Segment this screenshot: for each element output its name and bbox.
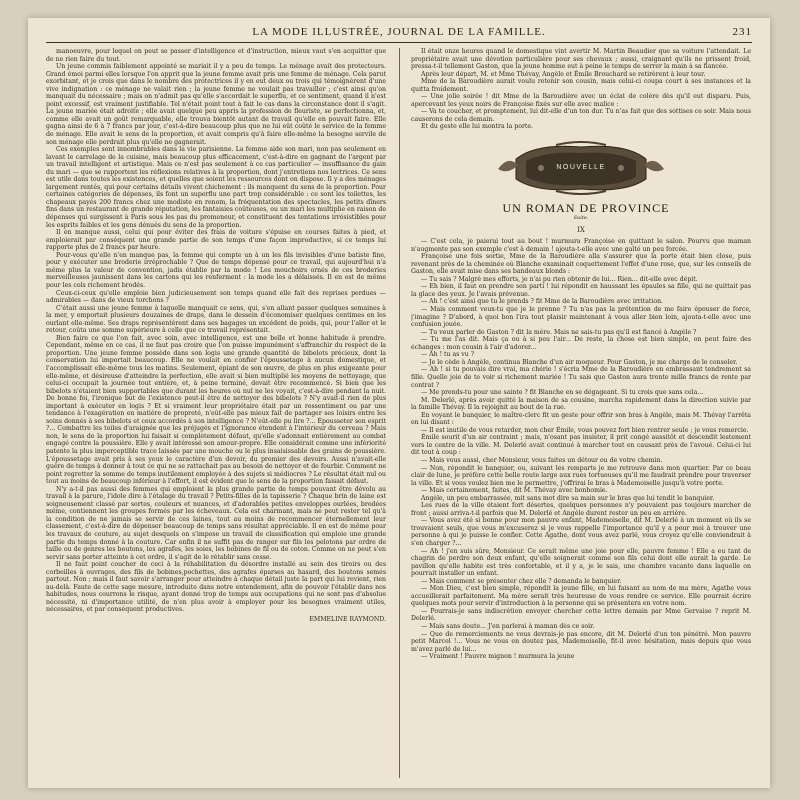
paragraph: — Mais comment se présenter chez elle ? demanda le banquier. [421,577,622,585]
paragraph: Il était onze heures quand le domestique vint avertir M. Martin Beaudier que sa voiture l'attendait. Le propriétaire avait une dévotion particulière pour ses chevaux ; aussi, craignant qu'ils ne prissent froid, pressa-t-il tellement Gaston, que la jeune homme eut à peine le temps de serrer la main à sa fiancée. [411,48,751,71]
paragraph: manoeuvre, pour lequel on peut se passer d'intelligence et d'instruction, mieux vaut s'en acquitter que de ne rien faire du tout. [46,48,386,63]
paragraph: Émile sourit d'un air contraint ; mais, n'osant pas insister, il prit congé aussitôt et descendit lestement vers le centre de la ville. M. Delerlé avait continué à marcher tout en causant près de l'avoué. Celui-ci lui dit tout à coup : [411,434,751,457]
paragraph: Ces exemples sont innombrables dans la vie parisienne. La femme aide son mari, non pas seulement en lavant le carrelage de la cuisine, mais beaucoup plus efficacement, c'est-à-dire en gagnant de l'argent par un travail intelligent et artistique. Mais ce n'est pas seulement à ce cas particulier — insuffisance du gain du mari — que se rapportent les réflexions relatives à la proportion, dont j'entretiens nos lectrices. Ce sens est utile dans toutes les existences, et quelles que soient les ressources dont on dispose. Il y a des ménages largement rentés, qui pour certains détails vivent chichement : ils manquent du sens de la proportion. Pour certaines catégories de dépenses, ils font un superflu une part trop considérable : ce sont les toilettes, les chapeaux payés 200 francs chez une modiste en renom, la fréquentation des spectacles, les petits dîners fins dans un restaurant de grande réputation, les fantaisies coûteuses, ou un mari les multiplie en raison de dépenses qui surgissent à Paris sous les pas du promeneur, et constituent des tentations irrésistibles pour les esprits faibles et les gens dénués du sens de la proportion. [46,146,386,229]
paragraph: — Tu veux parler de Gaston ? dit la mère. Mais ne sais-tu pas qu'il est fiancé à Angèle ? [421,328,697,336]
paragraph: — Vous avez été si bonne pour mon pauvre enfant, Mademoiselle, dit M. Delerlé à un moment où ils se trouvaient seuls, que vous m'excuserez si je vous rappelle l'importance qu'il y a pour moi à trouver une personne à qui je puisse le confier. Cette Agathe, dont vous avez parlé, vous croyez qu'elle conviendrait à s'en charger ?... [411,517,751,547]
story-subtitle: Suite. [573,215,589,222]
right-column-body-bottom [411,238,751,661]
paragraph: — Non, répondit le banquier, ou, suivant les remparts je me retrouve dans mon quartier. Par ce beau clair de lune, je préfère cette belle route large aux rues tortueuses qu'il me faudrait prendre pour traverser la ville. Et si vous voulez bien me le permettre, j'offrirai le bras à Mademoiselle jusqu'à votre porte. [411,464,751,487]
left-column-body [46,48,386,614]
paragraph: — Mais sans doute... J'en parlerai à maman dès ce soir. [421,623,595,630]
paragraph: En voyant le banquier, le maître-clerc fit un geste pour offrir son bras à Angèle, mais M. Thévay l'arrêta en lui disant : [411,411,751,427]
paragraph: — Mon Dieu, c'est bien simple, répondit la jeune fille, en lui faisant au nom de ma mère, Agathe vous accueillerait parfaitement. Ma mère serait très heureuse de vous rendre ce service. Elle pourrait écrire quelques mots pour servir d'introduction à la personne qui se présentera en votre nom. [411,585,751,608]
story-title: UN ROMAN DE PROVINCE [502,201,670,216]
nouvelle-banner [496,141,666,195]
paragraph: — Une jolie soirée ! dit Mme de la Baroudière avec un éclat de colère dès qu'il eut disparu. Puis, apercevant les yeux noirs de Françoise fixés sur elle avec malice : [411,93,751,108]
right-column-body-top [411,48,751,131]
paragraph: Et du geste elle lui montra la porte. [421,123,534,131]
paragraph: — Il est inutile de vous retarder, mon cher Émile, vous pouvez fort bien rentrer seule ; je vous remercie. [421,426,749,434]
paragraph: Il en manque aussi, celui qui pour éviter des frais de voiture s'épuise en courses faites à pied, et emploierait par conséquent une grande partie de son temps d'une façon improductive, si ce temps lui rapporte plus de 2 francs par heure. [46,229,386,252]
paragraph: — Eh bien, il faut en prendre son parti ! lui répondit en haussant les épaules sa fille, qui ne quittait pas la glace des yeux. Je l'avais prévenue. [411,283,751,298]
paragraph: — Tu sais ? Malgré mes efforts, je n'ai pu rien obtenir de lui... Rien... dit-elle avec dépit. [421,275,698,283]
column-divider [399,48,400,778]
paragraph: — Je le cède à Angèle, continua Blanche d'un air moqueur. Pour Gaston, je me charge de le consoler. [421,358,738,366]
page-header [46,26,752,42]
paragraph: M. Delerlé, après avoir quitté la maison de sa cousine, marcha rapidement dans la direction suivie par la famille Thévay. Il la rejoignit au bout de la rue. [411,396,751,412]
paragraph: — Ah ! tu as vu ? [421,351,475,359]
paragraph: Mme de la Baroudière aurait voulu retenir son cousin, mais celui-ci coupa court à ses instances et la quitta froidement. [411,78,751,93]
right-column [411,48,751,783]
paragraph: — Ah ! c'est ainsi que tu le prends ? fit Mme de la Baroudière avec irritation. [421,298,664,306]
paragraph: N'y a-t-il pas aussi des femmes qui emploient la plus grande partie de temps pouvant être dévolu au travail à la parure, l'idole dire à l'étalage du travail ? Petits-filles de la tapisserie ? Chaque brin de laine est soigneusement classé par sortes, couleurs et nuances, et d'adorables petites enveloppes ourlées, brodées même, contiennent les groupes formés par les écheveaux. Cela est charmant, mais ne peut rester tel qu'à la condition de ne jamais se servir de ces laines, tout au moins de recommencer éternellement leur classement, c'est-à-dire de dépenser beaucoup de temps sans résultat appréciable. Il en est de même pour les travaux de couture, au sujet desquels on s'impose un travail de classification qui emploie une grande partie du temps donné à la couture. Car enfin il ne suffit pas de ranger sur fils les pelotons par ordre de taille ou de genres les boutons, les agrafes, les soies, les bobines de fil ou de coton. Comme on ne peut s'en servir sans porter atteinte à cet ordre, il s'agit de le rétablir sans cesse. [46,485,386,561]
paragraph: — Que de remerciements ne vous devrais-je pas encore, dit M. Delerlé d'un ton pénétré. Mon pauvre petit Marcel !... Vous ne vous en doutez pas, Mademoiselle, fit-il avec hésitation, mais depuis que vous m'avez parlé de lui... [411,630,751,653]
paragraph: — Me prends-tu pour une sainte ? fit Blanche en se dégageant. Si tu crois que sans cela... [421,389,704,397]
chapter-number: IX [577,225,585,234]
page-number: 231 [732,26,752,38]
paragraph: — Mais certainement, faites, dit M. Thévay avec bonhomie. [421,487,608,495]
paragraph: Angèle, un peu embarrassée, mit sans mot dire sa main sur le bras que lui tendit le banquier. [421,494,715,502]
paragraph: Françoise une fois sortie, Mme de la Baroudière alla s'assurer que la porte était bien close, puis revenant près de la cheminée où Blanche examinait coquettement l'effet d'une rose, que, sur les conseils de Gaston, elle avait mise dans ses bandeaux blonds : [411,253,751,276]
paragraph: — Vraiment ! Pauvre mignon ! murmura la jeune [421,653,575,661]
left-column [46,48,386,783]
paragraph: Bien faire ce que l'on fait, avec soin, avec intelligence, est une belle et bonne habitude à prendre. Cependant, même en ce cas, il ne faut pas croire que l'on puisse impunément s'affranchir du respect de la proportion. Une jeune femme possède dans son logis une grande quantité de bibelots précieux, dont la conservation lui importait beaucoup. Elle ne voulait en confier l'époussetage à aucun domestique, et l'accomplissait elle-même tous les matins. Seulement, épiant de son œuvre, de plus en plus exigeante pour elle-même, et désireuse d'atteindre la perfection, elle avait si bien multiplié les moyens de nettoyage, que celui-ci occupait la journée tout entière, et, à peine terminé, devait être recommencé. Si bien que les bibelots n'étaient bien supportables que durant les heures où nul ne les voyait, c'est-à-dire pendant la nuit. De bonne foi, l'ironique but de l'existence peut-il être de nettoyer des bibelots ? N'y avait-il rien de plus important à exécuter en logis ? Et si vraiment leur propriétaire était par un ressentiment ou par une tendance à l'exagération en matière de propreté, n'eût-elle pas mieux fait de partager ses loisirs entre les soins donnés à ses bibelots et ceux accordés à son intelligence ? N'eût-elle pu lire ?... Épousseter son esprit ?... Combattre les toiles d'araignée que les préjugés et l'ignorance étendent à l'intérieur du cerveau ? Mais non, le sens de la proportion lui faisait si complètement défaut, qu'elle s'adonnait entièrement au combat engagé contre la poussière. Elle y avait intéressé son amour-propre. Elle considérait comme une infériorité patente la plus imperceptible trace laissée par une mouche ou le plus insaisissable des grains de poussière. L'époussetage avait pris à ses yeux le caractère d'un devoir, du premier des devoirs. Aussi n'avait-elle guère de temps à donner à tout ce qui ne se rattachait pas au besoin de nettoyer et de fourbir. Comment ne point regretter la somme de temps inutilement employée à des sujets si médiocres ? Le résultat était nul ou tout au moins de beaucoup inférieur à l'effort, il est évident que le sens de la proportion faisait défaut. [46,334,386,486]
paragraph: — Tu me l'as dit. Mais ça ou à si peu l'air... De reste, la chose est bien simple, on peut faire des échanges : mon cousin à l'air d'adorer... [411,336,751,351]
paragraph: Après leur départ, M. et Mme Thévay, Angèle et Émile Brouchard se retirèrent à leur tour. [421,70,706,78]
newspaper-page [28,18,770,788]
paragraph: Les rues de la ville étaient fort désertes, quelques personnes n'y pouvaient pas toujours marcher de front ; aussi arriva-t-il parfois que M. Delerlé et Angèle durent rester un peu en arrière. [411,502,751,517]
author-signature: EMMELINE RAYMOND. [309,616,386,624]
journal-title: LA MODE ILLUSTRÉE, JOURNAL DE LA FAMILLE. [252,26,546,38]
paragraph: — C'est cela, je paierai tout au bout ! murmura Françoise en quittant le salon. Pourvu que maman n'augmente pas son exemple c'est à demain ! ajouta-t-elle avec une gaîté un peu forcée. [411,238,751,253]
paragraph: — Ah ! j'en suis sûre, Monsieur. Ce serait même une joie pour elle, pauvre femme ! Elle a eu tant de chagrin de perdre son deux enfant, qu'elle soignerait comme son fils celui dont elle aurait la garde. Le pavillon qu'elle habite est très confortable, et il y a, je le sais, une chambre vacante dans laquelle on pourrait installer un enfant. [411,547,751,578]
paragraph: Il ne faut point coucher de ceci à la réhabilitation du désordre installé au sein des tiroirs ou des corbeilles à ouvrages, des fils de bobines,pochettes, des agrafes éparses au hasard, des boutons semés partout. Non ; mais il faut savoir s'arranger pour atteindre à chaque détail juste la part qui lui revient, rien au-delà. Faute de cette sage mesure, introduite dans notre entendement, afin de pouvoir l'établir dans nos habitudes, nous courrons le risque, ayant donné trop de temps aux occupations qui ne sont pas d'absolue nécessité, ni d'importance utilité, de n'en plus avoir à employer pour les besognes vraiment utiles, nécessaires, et par conséquent productives. [46,561,386,614]
header-rule [46,42,752,43]
paragraph: Ceux-ci-ceux qu'elle emploie bien judicieusement son temps quand elle fait des reprises perdues — admirables — dans de vieux torchons ? [46,289,386,305]
paragraph: — Mais vous aussi, cher Monsieur, vous faites un détour ou de votre chemin. [421,456,663,464]
paragraph: — Pourrais-je sans indiscrétion envoyer chercher cette lettre demain par Mme Gervaise ? reprit M. Delerlé. [411,607,751,623]
banner-label: NOUVELLE [556,164,606,172]
paragraph: — Va te coucher, et promptement, lui dit-elle d'un ton dur. Tu n'as fait que des sottises ce soir. Mais nous causerons de cela demain. [411,108,751,123]
paragraph: C'était aussi une jeune femme à laquelle manquait ce sens, qui, s'en allant passer quelques semaines à la mer, y emportait plusieurs douzaines de draps, dans le dessein d'économiser quelques centimes en les ourlant elle-même. Ses draps représentèrent dans ses bagages un excédent de poids, qui, pour l'aller et le retour, coûta une somme supérieure à celle que ce travail représentait. [46,304,386,335]
paragraph: — Mais comment veux-tu que je le prenne ? Tu n'as pas la prétention de me faire épouser de force, j'imagine ? D'abord, à quoi bon l'ira tout plaisir maintenant à vous aller bien loin, ajouta-t-elle avec une confusion jouée. [411,306,751,329]
paragraph: Pour-vous qu'elle n'en manque pas, la femme qui compte un à un les fils invisibles d'une batiste fine, pour y exécuter une broderie irréprochable ? Que de temps dépensé pour ce travail, qui aujourd'hui n'a même plus la valeur de convention, jadis établie par la mode ! Les mouchoirs ornés de ces broderies merveilleuses jaunissent dans les cartons qui les renferment : la mode les a délaissés. Il en est de même pour les cols richement brodés. [46,251,386,289]
paragraph: — Ah ! si tu pouvais dire vrai, ma chérie ! s'écria Mme de la Baroudière en embrassant tendrement sa fille. Quelle joie de te voir si richement mariée ! Tu sais que Gaston aura trente mille francs de rente par contrat ? [411,366,751,389]
paragraph: Un jeune commis faiblement appointé se mariait il y a peu de temps. Le ménage avait des protecteurs. Grand émoi parmi elles lorsque l'on apprit que la jeune femme avait pris une femme de ménage. Cela parut exorbitant, et je crois que dans le nombre des protectrices il y en eut deux ou trois qui témoignèrent d'une vive indignation : ce ménage ne valait rien ; la jeune femme ne voulait pas travailler ; c'est ainsi qu'on manquait du nécessaire ; mais on n'admit pas qu'elle s'accordait le superflu, et ce sentiment, quand il n'est point excessif, est vraiment justifiable. Tel n'était point tout à fait le cas dans la circonstance dont il s'agit. La jeune mariée était adroite ; elle avait quelque peu appris la profession de fleuriste, se perfectionna, et, comme elle avait un goût remarquable, elle trouva bientôt autant de travail qu'elle en pouvait faire. Elle gagna ainsi de 6 à 7 francs par jour, c'est-à-dire beaucoup plus que ne lui eût coûté le service de la femme de ménage. Elle avait le sens de la proportion, et avait compris qu'à faire elle-même la besogne servile de son ménage elle perdrait plus qu'elle ne gagnerait. [46,63,386,146]
